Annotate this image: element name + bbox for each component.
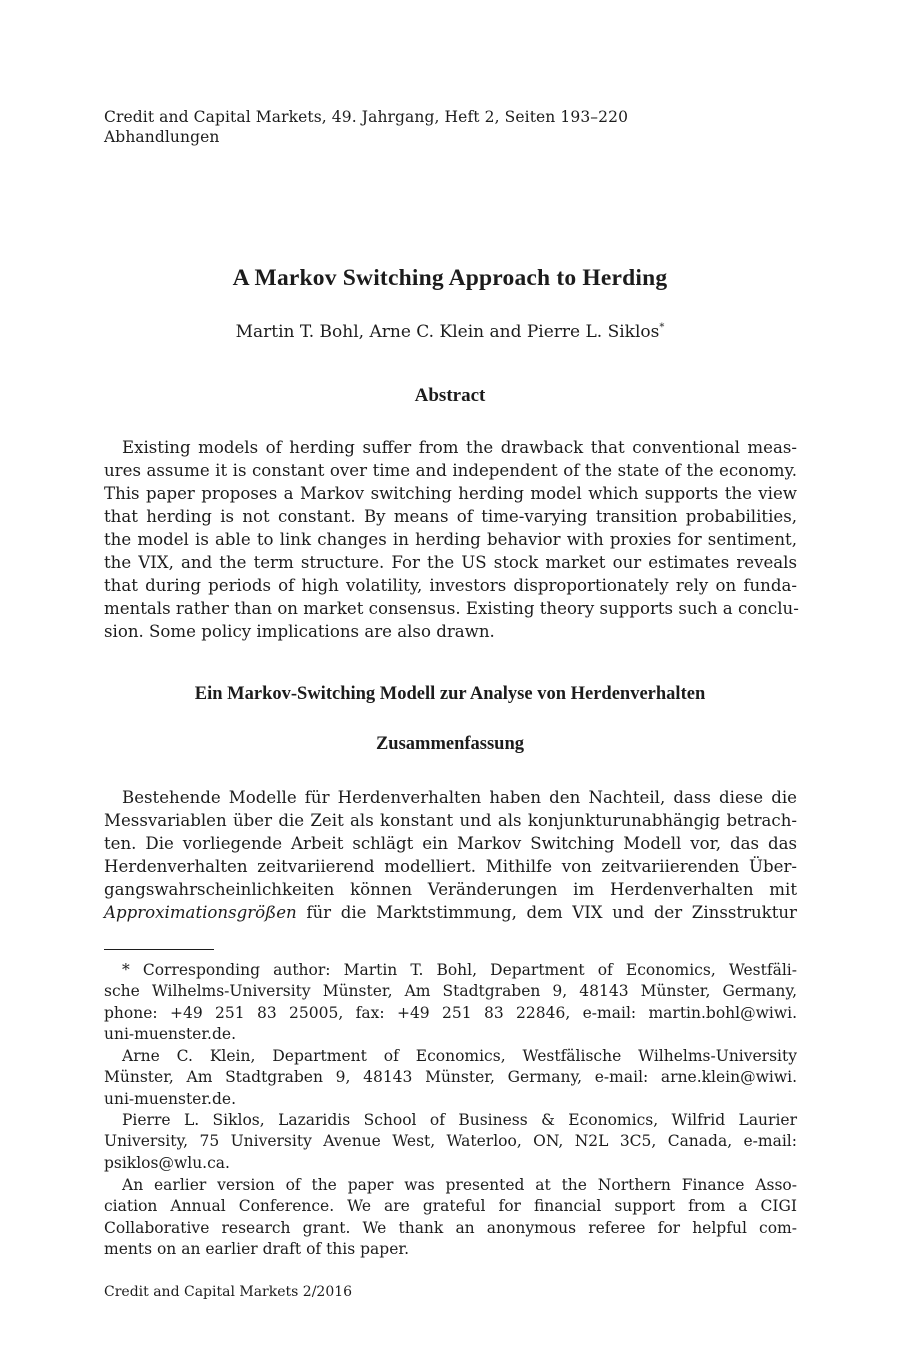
footnote-line: ments on an earlier draft of this paper. (104, 1239, 410, 1258)
journal-citation: Credit and Capital Markets, 49. Jahrgang, Heft 2, Seiten 193–220 (104, 108, 629, 126)
paper-title: A Markov Switching Approach to Herding (232, 265, 668, 291)
abstract-line: the model is able to link changes in herding behavior with proxies for sentiment, (104, 530, 797, 549)
author-names: Martin T. Bohl, Arne C. Klein and Pierre L. Siklos (235, 322, 660, 342)
footnote-siklos (104, 1110, 797, 1174)
footnote-line: An earlier version of the paper was presented at the Northern Finance Asso- (122, 1176, 797, 1194)
journal-header (104, 107, 628, 147)
page-footer: Credit and Capital Markets 2/2016 (104, 1284, 353, 1300)
section-label: Abhandlungen (104, 128, 220, 146)
abstract-line: ures assume it is constant over time and independent of the state of the economy. (104, 461, 797, 480)
footnote-line: psiklos@wlu.ca. (104, 1153, 230, 1172)
abstract-line: sion. Some policy implications are also drawn. (104, 622, 495, 641)
abstract-line: Existing models of herding suffer from the drawback that conventional meas- (122, 438, 797, 457)
footnote-line: ciation Annual Conference. We are grateful for financial support from a CIGI (104, 1197, 797, 1216)
italic-term: Approximationsgrößen (104, 903, 297, 922)
german-abstract-heading: Zusammenfassung (375, 734, 525, 754)
footnote-line: University, 75 University Avenue West, Waterloo, ON, N2L 3C5, Canada, e-mail: (104, 1132, 797, 1151)
footnote-line: uni-muenster.de. (104, 1089, 237, 1108)
german-line-last (104, 901, 797, 924)
author-line (0, 322, 900, 342)
footnote-klein (104, 1046, 797, 1110)
footnote-divider (104, 949, 214, 950)
abstract-line: This paper proposes a Markov switching herding model which supports the view (104, 484, 797, 503)
german-line: ten. Die vorliegende Arbeit schlägt ein Markov Switching Modell vor, das das (104, 834, 797, 853)
abstract-body (104, 436, 797, 643)
footnote-marker: * (659, 322, 665, 333)
german-line-rest: für die Marktstimmung, dem VIX und der Zinsstruktur (296, 903, 797, 922)
abstract-line: mentals rather than on market consensus. Existing theory supports such a conclu- (104, 599, 799, 618)
abstract-line: that herding is not constant. By means of time-varying transition probabilities, (104, 507, 797, 526)
footnote-line: sche Wilhelms-University Münster, Am Stadtgraben 9, 48143 Münster, Germany, (104, 982, 797, 1001)
german-line: Messvariablen über die Zeit als konstant und als konjunkturunabhängig betrach- (104, 811, 797, 830)
abstract-heading: Abstract (414, 385, 486, 406)
footnote-line: Münster, Am Stadtgraben 9, 48143 Münster, Germany, e-mail: arne.klein@wiwi. (104, 1068, 797, 1087)
footnote-line: Pierre L. Siklos, Lazaridis School of Business & Economics, Wilfrid Laurier (122, 1111, 797, 1129)
footnote-line: Arne C. Klein, Department of Economics, Westfälische Wilhelms-University (122, 1047, 797, 1065)
german-title: Ein Markov-Switching Modell zur Analyse von Herdenverhalten (194, 684, 706, 704)
german-line: gangswahrscheinlichkeiten können Veränderungen im Herdenverhalten mit (104, 880, 797, 899)
footnote-acknowledgements (104, 1175, 797, 1260)
footnote-line: * Corresponding author: Martin T. Bohl, Department of Economics, Westfäli- (122, 961, 797, 979)
footnote-line: Collaborative research grant. We thank an anonymous referee for helpful com- (104, 1218, 797, 1237)
footnote-line: uni-muenster.de. (104, 1024, 237, 1043)
german-line: Bestehende Modelle für Herdenverhalten haben den Nachteil, dass diese die (122, 788, 797, 807)
abstract-line: that during periods of high volatility, investors disproportionately rely on funda- (104, 576, 797, 595)
footnote-corresponding-author (104, 960, 797, 1045)
german-abstract-body (104, 786, 797, 924)
german-line: Herdenverhalten zeitvariierend modelliert. Mithilfe von zeitvariierenden Über- (104, 857, 797, 876)
abstract-line: the VIX, and the term structure. For the US stock market our estimates reveals (104, 553, 797, 572)
footnote-line: phone: +49 251 83 25005, fax: +49 251 83 22846, e-mail: martin.bohl@wiwi. (104, 1003, 797, 1022)
